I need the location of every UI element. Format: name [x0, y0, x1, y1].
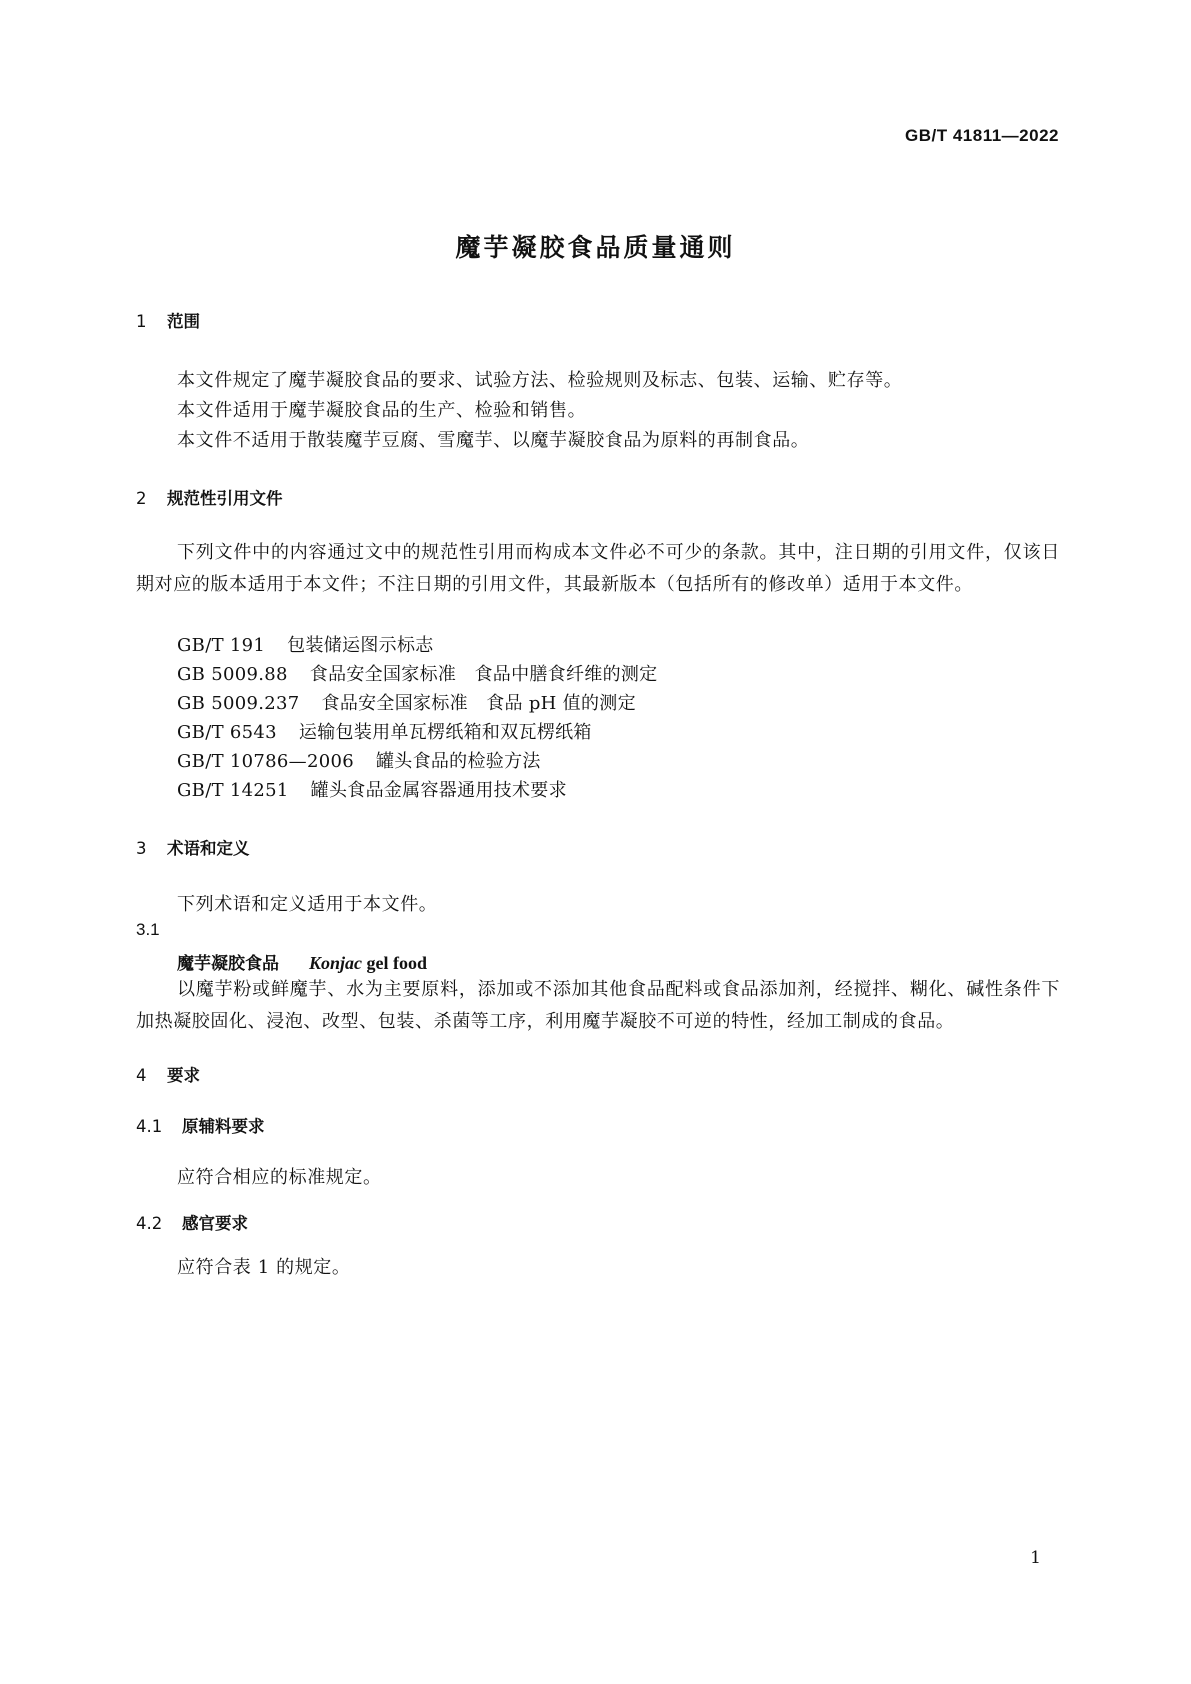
reference-title: 运输包装用单瓦楞纸箱和双瓦楞纸箱 — [298, 722, 592, 743]
section-title: 术语和定义 — [167, 839, 250, 858]
reference-item — [177, 776, 567, 802]
term-number: 3.1 — [136, 920, 160, 939]
section-1-heading — [136, 308, 200, 332]
reference-code: GB 5009.237 — [177, 693, 300, 714]
section-2-heading — [136, 485, 283, 509]
section-title: 范围 — [167, 312, 200, 331]
reference-title: 罐头食品金属容器通用技术要求 — [310, 780, 567, 801]
reference-code: GB/T 10786—2006 — [177, 751, 354, 772]
reference-code: GB/T 14251 — [177, 780, 289, 801]
paragraph: 下列术语和定义适用于本文件。 — [177, 894, 438, 915]
section-number: 3 — [136, 839, 147, 858]
section-number: 2 — [136, 489, 147, 508]
subsection-number: 4.2 — [136, 1214, 163, 1233]
subsection-title: 感官要求 — [182, 1214, 248, 1233]
reference-title: 包装储运图示标志 — [287, 635, 434, 656]
reference-item — [177, 631, 434, 657]
term-heading — [177, 949, 427, 974]
reference-title: 食品安全国家标准 食品中膳食纤维的测定 — [309, 664, 658, 685]
paragraph: 应符合表 1 的规定。 — [177, 1257, 351, 1278]
reference-title: 食品安全国家标准 食品 pH 值的测定 — [321, 693, 636, 714]
references-intro-paragraph: 下列文件中的内容通过文中的规范性引用而构成本文件必不可少的条款。其中，注日期的引用文件，仅该日期对应的版本适用于本文件；不注日期的引用文件，其最新版本（包括所有的修改单）适用于本文件。 — [136, 542, 1060, 595]
section-title: 要求 — [167, 1066, 200, 1085]
paragraph: 本文件不适用于散装魔芋豆腐、雪魔芋、以魔芋凝胶食品为原料的再制食品。 — [177, 430, 810, 451]
subsection-number: 4.1 — [136, 1117, 163, 1136]
reference-code: GB/T 6543 — [177, 722, 277, 743]
section-3-heading — [136, 835, 250, 859]
reference-item — [177, 747, 541, 773]
section-4-heading — [136, 1062, 200, 1086]
section-number: 1 — [136, 312, 147, 331]
term-name-english-italic: Konjac — [309, 953, 363, 973]
section-title: 规范性引用文件 — [167, 489, 283, 508]
reference-code: GB/T 191 — [177, 635, 266, 656]
reference-item — [177, 718, 592, 744]
section-number: 4 — [136, 1066, 147, 1085]
subsection-4-1-heading — [136, 1113, 265, 1137]
paragraph: 本文件规定了魔芋凝胶食品的要求、试验方法、检验规则及标志、包装、运输、贮存等。 — [177, 370, 903, 391]
term-name-english — [309, 953, 427, 973]
document-title: 魔芋凝胶食品质量通则 — [455, 233, 736, 262]
term-name-english-rest: gel food — [366, 953, 428, 973]
subsection-4-2-heading — [136, 1210, 248, 1234]
reference-item — [177, 660, 657, 686]
reference-title: 罐头食品的检验方法 — [375, 751, 541, 772]
paragraph: 应符合相应的标准规定。 — [177, 1167, 382, 1188]
term-name-chinese: 魔芋凝胶食品 — [177, 954, 279, 974]
page-number: 1 — [1030, 1548, 1041, 1568]
reference-item — [177, 689, 636, 715]
subsection-title: 原辅料要求 — [182, 1117, 265, 1136]
term-definition: 以魔芋粉或鲜魔芋、水为主要原料，添加或不添加其他食品配料或食品添加剂，经搅拌、糊化、碱性条件下加热凝胶固化、浸泡、改型、包装、杀菌等工序，利用魔芋凝胶不可逆的特性，经加工制成的食品。 — [136, 979, 1060, 1032]
reference-code: GB 5009.88 — [177, 664, 288, 685]
standard-code: GB/T 41811—2022 — [905, 126, 1059, 145]
paragraph: 本文件适用于魔芋凝胶食品的生产、检验和销售。 — [177, 400, 587, 421]
